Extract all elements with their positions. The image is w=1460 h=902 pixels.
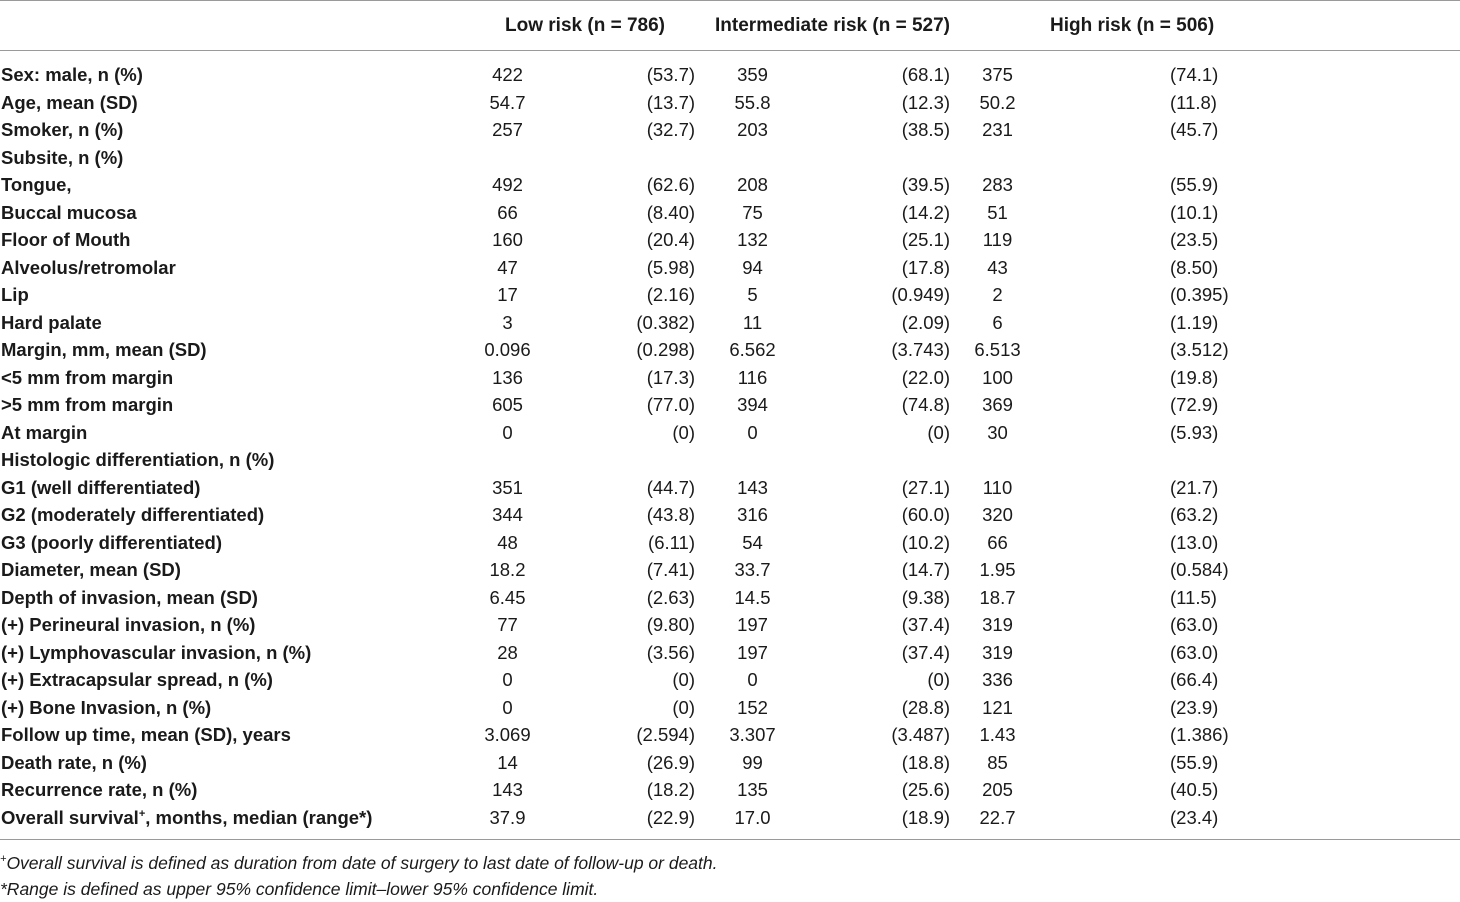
cell-percent: (60.0) bbox=[901, 504, 951, 525]
cell-count: 0 bbox=[502, 696, 513, 718]
cell-count: 119 bbox=[982, 229, 1013, 250]
cell-count: 28 bbox=[497, 641, 518, 663]
row-label: Margin, mm, mean (SD) bbox=[1, 339, 207, 360]
table-row bbox=[0, 364, 1460, 392]
cell-count: 369 bbox=[982, 394, 1013, 415]
cell-percent: (0) bbox=[672, 421, 696, 443]
cell-count: 3 bbox=[502, 311, 513, 333]
row-label: Sex: male, n (%) bbox=[1, 64, 143, 85]
cell-percent: (21.7) bbox=[1170, 476, 1219, 498]
cell-count: 422 bbox=[492, 64, 523, 85]
cell-count: 316 bbox=[737, 504, 768, 525]
cell-percent: (3.56) bbox=[646, 641, 696, 663]
row-label: >5 mm from margin bbox=[1, 394, 174, 415]
cell-count: 320 bbox=[982, 504, 1013, 525]
row-label: Alveolus/retromolar bbox=[1, 256, 176, 278]
cell-count: 208 bbox=[737, 174, 768, 195]
cell-percent: (53.7) bbox=[646, 64, 696, 85]
cell-percent: (18.2) bbox=[646, 779, 696, 800]
cell-count: 54 bbox=[742, 531, 763, 553]
cell-percent: (38.5) bbox=[901, 119, 951, 140]
cell-percent: (5.98) bbox=[646, 256, 696, 278]
cell-count: 6.45 bbox=[489, 586, 526, 608]
cell-count: 17 bbox=[497, 284, 518, 305]
row-label: G2 (moderately differentiated) bbox=[1, 504, 265, 525]
cell-percent bbox=[1045, 144, 1460, 172]
cell-count: 0 bbox=[502, 421, 513, 443]
cell-count: 197 bbox=[737, 641, 768, 663]
cell-percent: (43.8) bbox=[646, 504, 696, 525]
cell-count: 94 bbox=[742, 256, 763, 278]
cell-count: 283 bbox=[982, 174, 1013, 195]
cell-count: 75 bbox=[742, 201, 763, 223]
cell-percent: (0.584) bbox=[1170, 559, 1229, 580]
cell-count: 0.096 bbox=[484, 339, 531, 360]
table-row bbox=[0, 309, 1460, 337]
cell-percent: (10.2) bbox=[901, 531, 951, 553]
table-row bbox=[0, 501, 1460, 529]
cell-count: 54.7 bbox=[489, 91, 526, 113]
cell-percent: (55.9) bbox=[1170, 751, 1219, 773]
cell-count: 33.7 bbox=[734, 559, 771, 580]
cell-percent: (0) bbox=[672, 669, 696, 690]
table-row bbox=[0, 116, 1460, 144]
cell-count: 121 bbox=[982, 696, 1013, 718]
cell-percent: (28.8) bbox=[901, 696, 951, 718]
row-label-text: Overall survival bbox=[1, 806, 139, 828]
cell-count: 3.069 bbox=[484, 724, 531, 745]
row-label: Age, mean (SD) bbox=[1, 91, 138, 113]
row-label: (+) Lymphovascular invasion, n (%) bbox=[1, 641, 312, 663]
cell-count: 55.8 bbox=[734, 91, 771, 113]
row-label: Buccal mucosa bbox=[1, 201, 137, 223]
cell-count bbox=[950, 446, 1045, 474]
cell-percent: (0.395) bbox=[1170, 284, 1229, 305]
cell-count bbox=[455, 446, 560, 474]
cell-percent: (66.4) bbox=[1170, 669, 1219, 690]
cell-percent: (0.298) bbox=[636, 339, 696, 360]
cell-count: 492 bbox=[492, 174, 523, 195]
cell-percent: (74.1) bbox=[1170, 64, 1219, 85]
cell-percent bbox=[810, 144, 950, 172]
table-row bbox=[0, 144, 1460, 172]
cell-count: 6.562 bbox=[729, 339, 776, 360]
cell-percent: (0.949) bbox=[891, 284, 951, 305]
row-label: Depth of invasion, mean (SD) bbox=[1, 586, 258, 608]
cell-count: 0 bbox=[747, 421, 758, 443]
table-row bbox=[0, 89, 1460, 117]
table-row bbox=[0, 51, 1460, 89]
cell-percent: (8.40) bbox=[646, 201, 696, 223]
cell-count: 30 bbox=[987, 421, 1008, 443]
cell-percent: (14.2) bbox=[901, 201, 951, 223]
cell-percent: (0.382) bbox=[636, 311, 696, 333]
cell-count: 6.513 bbox=[974, 339, 1021, 360]
row-label: Subsite, n (%) bbox=[1, 146, 124, 168]
row-label: Death rate, n (%) bbox=[1, 751, 147, 773]
table-row bbox=[0, 474, 1460, 502]
cell-count: 319 bbox=[982, 641, 1013, 663]
cell-percent: (19.8) bbox=[1170, 366, 1219, 388]
table-body bbox=[0, 51, 1460, 840]
table-row bbox=[0, 529, 1460, 557]
row-label: At margin bbox=[1, 421, 88, 443]
header-row bbox=[0, 1, 1460, 51]
cell-count: 18.2 bbox=[489, 559, 526, 580]
cell-percent: (2.63) bbox=[646, 586, 696, 608]
cell-count: 0 bbox=[502, 669, 513, 690]
cell-percent: (6.11) bbox=[648, 531, 696, 553]
cell-percent: (3.487) bbox=[891, 724, 951, 745]
cell-count: 110 bbox=[982, 476, 1013, 498]
cell-count: 197 bbox=[737, 614, 768, 635]
table-row bbox=[0, 804, 1460, 840]
cell-percent: (13.7) bbox=[646, 91, 696, 113]
cell-count: 22.7 bbox=[950, 804, 1045, 840]
cell-percent: (44.7) bbox=[646, 476, 696, 498]
cell-count: 14.5 bbox=[734, 586, 771, 608]
cell-percent: (2.16) bbox=[646, 284, 696, 305]
cell-percent: (1.386) bbox=[1170, 724, 1229, 745]
table-row bbox=[0, 721, 1460, 749]
cell-count: 605 bbox=[492, 394, 523, 415]
cell-percent: (37.4) bbox=[901, 641, 951, 663]
table-row bbox=[0, 281, 1460, 309]
cell-percent: (0) bbox=[927, 669, 951, 690]
cell-percent: (63.0) bbox=[1170, 641, 1219, 663]
cell-percent bbox=[560, 446, 695, 474]
table-header bbox=[0, 1, 1460, 51]
cell-count: 136 bbox=[492, 366, 523, 388]
row-label: Follow up time, mean (SD), years bbox=[1, 724, 291, 745]
table-row bbox=[0, 171, 1460, 199]
row-label: Hard palate bbox=[1, 311, 102, 333]
cell-percent: (2.594) bbox=[636, 724, 696, 745]
row-label: Floor of Mouth bbox=[1, 229, 131, 250]
cell-count: 51 bbox=[987, 201, 1008, 223]
cell-percent: (13.0) bbox=[1170, 531, 1219, 553]
cell-percent: (72.9) bbox=[1170, 394, 1219, 415]
footnote-survival-mark: + bbox=[0, 853, 7, 866]
cell-count: 43 bbox=[987, 256, 1008, 278]
cell-percent: (11.5) bbox=[1170, 586, 1217, 608]
cell-count: 394 bbox=[737, 394, 768, 415]
header-label-column bbox=[0, 1, 455, 51]
cell-count: 336 bbox=[982, 669, 1013, 690]
cell-count: 11 bbox=[742, 311, 763, 333]
cell-percent: (23.9) bbox=[1170, 696, 1219, 718]
cell-count bbox=[695, 446, 810, 474]
row-label bbox=[0, 804, 455, 840]
table-row bbox=[0, 336, 1460, 364]
cell-count: 375 bbox=[982, 64, 1013, 85]
cell-percent: (74.8) bbox=[901, 394, 951, 415]
cell-percent: (9.38) bbox=[901, 586, 951, 608]
row-label: Tongue, bbox=[1, 174, 72, 195]
cell-percent: (1.19) bbox=[1170, 311, 1219, 333]
cell-percent: (18.9) bbox=[810, 804, 950, 840]
cell-percent: (3.743) bbox=[891, 339, 951, 360]
cell-percent: (68.1) bbox=[901, 64, 951, 85]
cell-percent bbox=[810, 446, 950, 474]
cell-percent: (22.0) bbox=[901, 366, 951, 388]
cell-count: 2 bbox=[992, 284, 1003, 305]
cell-count: 47 bbox=[497, 256, 518, 278]
table-row bbox=[0, 226, 1460, 254]
cell-count: 66 bbox=[987, 531, 1008, 553]
table-row bbox=[0, 776, 1460, 804]
row-label: Recurrence rate, n (%) bbox=[1, 779, 198, 800]
cell-count: 6 bbox=[992, 311, 1003, 333]
footnote-survival-text: Overall survival is defined as duration from date of surgery to last date of follow-up or death. bbox=[6, 853, 718, 873]
cell-percent: (23.4) bbox=[1045, 804, 1460, 840]
cell-percent: (77.0) bbox=[646, 394, 696, 415]
cell-count: 5 bbox=[747, 284, 758, 305]
cell-count: 3.307 bbox=[729, 724, 776, 745]
header-low-risk: Low risk (n = 786) bbox=[455, 1, 695, 51]
cell-count: 160 bbox=[492, 229, 523, 250]
cell-count: 100 bbox=[982, 366, 1013, 388]
row-label: (+) Bone Invasion, n (%) bbox=[1, 696, 212, 718]
cell-percent: (17.3) bbox=[646, 366, 696, 388]
cell-percent: (22.9) bbox=[560, 804, 695, 840]
cell-count: 359 bbox=[737, 64, 768, 85]
cell-count: 203 bbox=[737, 119, 768, 140]
cell-count: 143 bbox=[492, 779, 523, 800]
cell-count: 50.2 bbox=[979, 91, 1016, 113]
cell-count: 0 bbox=[747, 669, 758, 690]
row-label: (+) Perineural invasion, n (%) bbox=[1, 614, 256, 635]
cell-count: 37.9 bbox=[455, 804, 560, 840]
footnote-overall-survival bbox=[0, 850, 718, 876]
cell-percent: (5.93) bbox=[1170, 421, 1219, 443]
table-row bbox=[0, 199, 1460, 227]
row-label: Smoker, n (%) bbox=[1, 119, 124, 140]
cell-percent: (14.7) bbox=[901, 559, 951, 580]
cell-count: 152 bbox=[737, 696, 768, 718]
cell-count: 17.0 bbox=[695, 804, 810, 840]
cell-percent: (32.7) bbox=[646, 119, 696, 140]
cell-percent: (7.41) bbox=[646, 559, 696, 580]
table-row bbox=[0, 694, 1460, 722]
cell-percent: (10.1) bbox=[1170, 201, 1219, 223]
cell-percent bbox=[560, 144, 695, 172]
cell-count: 351 bbox=[492, 476, 523, 498]
cell-percent: (23.5) bbox=[1170, 229, 1219, 250]
cell-count: 257 bbox=[492, 119, 523, 140]
cell-count: 14 bbox=[497, 751, 518, 773]
cell-percent: (25.6) bbox=[901, 779, 951, 800]
cell-percent: (37.4) bbox=[901, 614, 951, 635]
cell-count: 143 bbox=[737, 476, 768, 498]
cell-percent: (0) bbox=[927, 421, 951, 443]
cell-count bbox=[950, 144, 1045, 172]
cell-count bbox=[695, 144, 810, 172]
cell-percent: (12.3) bbox=[901, 91, 951, 113]
cell-count: 116 bbox=[737, 366, 768, 388]
row-label-suffix: , months, median (range*) bbox=[145, 806, 373, 828]
cell-percent: (39.5) bbox=[901, 174, 951, 195]
row-label: (+) Extracapsular spread, n (%) bbox=[1, 669, 273, 690]
table-row bbox=[0, 391, 1460, 419]
cell-percent: (0) bbox=[672, 696, 696, 718]
cell-percent: (11.8) bbox=[1170, 91, 1217, 113]
table-row bbox=[0, 749, 1460, 777]
cell-count: 132 bbox=[737, 229, 768, 250]
table-row bbox=[0, 666, 1460, 694]
cell-count: 18.7 bbox=[979, 586, 1016, 608]
table-row bbox=[0, 446, 1460, 474]
table-row bbox=[0, 611, 1460, 639]
cell-percent: (25.1) bbox=[901, 229, 951, 250]
cell-percent: (9.80) bbox=[646, 614, 696, 635]
cell-percent: (26.9) bbox=[646, 751, 696, 773]
table-row bbox=[0, 556, 1460, 584]
cell-count: 77 bbox=[497, 614, 518, 635]
cell-percent: (20.4) bbox=[646, 229, 696, 250]
cell-percent: (18.8) bbox=[901, 751, 951, 773]
cell-count: 231 bbox=[982, 119, 1013, 140]
row-label: Histologic differentiation, n (%) bbox=[1, 449, 275, 470]
cell-count: 66 bbox=[497, 201, 518, 223]
header-intermediate-risk: Intermediate risk (n = 527) bbox=[695, 1, 950, 51]
cell-percent: (63.0) bbox=[1170, 614, 1219, 635]
cell-percent: (40.5) bbox=[1170, 779, 1219, 800]
table-row bbox=[0, 254, 1460, 282]
row-label: <5 mm from margin bbox=[1, 366, 174, 388]
cell-count: 344 bbox=[492, 504, 523, 525]
row-label: Diameter, mean (SD) bbox=[1, 559, 181, 580]
header-high-risk: High risk (n = 506) bbox=[950, 1, 1460, 51]
row-label: Lip bbox=[1, 284, 29, 305]
cell-percent: (62.6) bbox=[646, 174, 696, 195]
cell-percent: (55.9) bbox=[1170, 174, 1219, 195]
cell-percent bbox=[1045, 446, 1460, 474]
cell-count bbox=[455, 144, 560, 172]
cell-count: 205 bbox=[982, 779, 1013, 800]
cell-count: 99 bbox=[742, 751, 763, 773]
cell-percent: (63.2) bbox=[1170, 504, 1219, 525]
footnotes bbox=[0, 850, 718, 902]
cell-percent: (3.512) bbox=[1170, 339, 1229, 360]
cell-percent: (17.8) bbox=[901, 256, 951, 278]
cell-count: 135 bbox=[737, 779, 768, 800]
cell-percent: (2.09) bbox=[901, 311, 951, 333]
table-row bbox=[0, 419, 1460, 447]
row-label: G3 (poorly differentiated) bbox=[1, 531, 222, 553]
cell-count: 48 bbox=[497, 531, 518, 553]
footnote-range: *Range is defined as upper 95% confidence limit–lower 95% confidence limit. bbox=[0, 879, 599, 899]
cell-count: 1.95 bbox=[979, 559, 1016, 580]
cell-percent: (45.7) bbox=[1170, 119, 1219, 140]
row-label: G1 (well differentiated) bbox=[1, 476, 201, 498]
cell-count: 319 bbox=[982, 614, 1013, 635]
table-row bbox=[0, 639, 1460, 667]
table-row bbox=[0, 584, 1460, 612]
row-label-superscript: + bbox=[138, 807, 146, 820]
cell-count: 1.43 bbox=[979, 724, 1016, 745]
cell-percent: (27.1) bbox=[901, 476, 951, 498]
cell-percent: (8.50) bbox=[1170, 256, 1219, 278]
cell-count: 85 bbox=[987, 751, 1008, 773]
